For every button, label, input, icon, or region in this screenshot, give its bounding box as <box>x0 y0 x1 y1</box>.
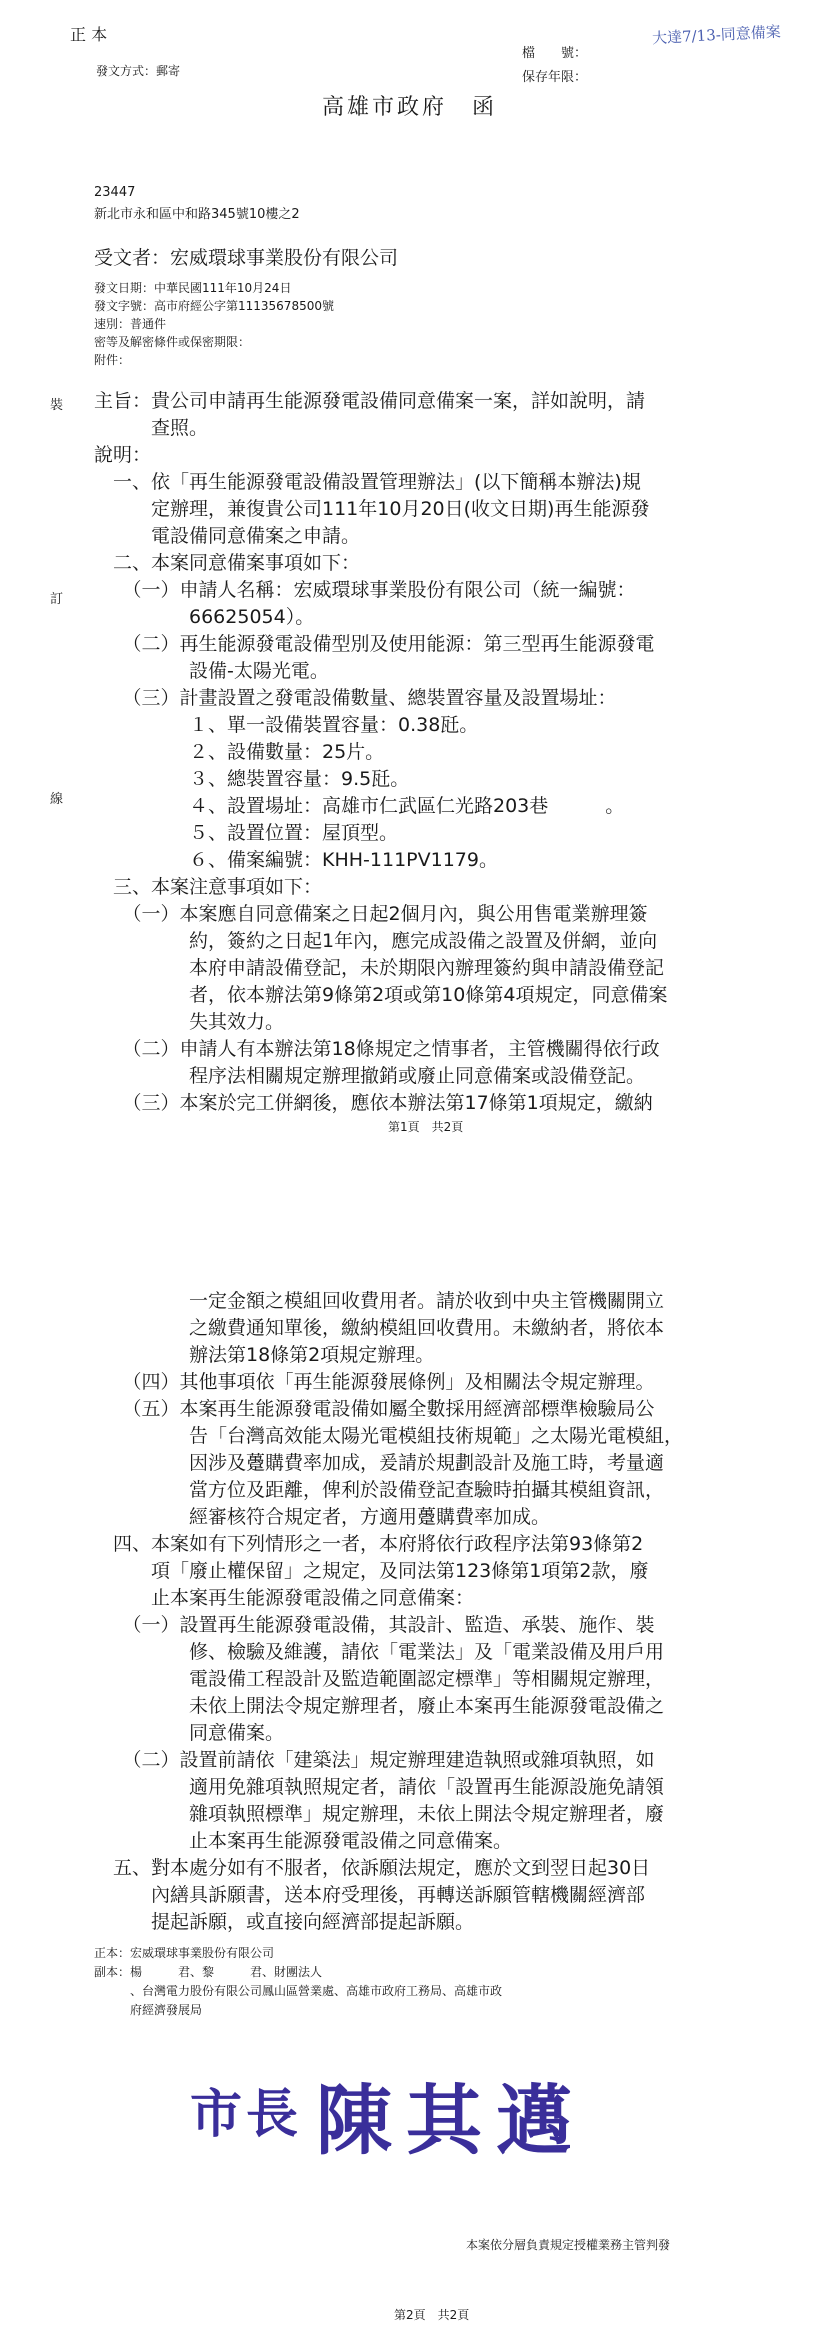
postal-code: 23447 <box>94 185 136 200</box>
copy-recipients-2: 、台灣電力股份有限公司鳳山區營業處、高雄市政府工務局、高雄市政 <box>94 1984 503 1998</box>
copy-recipients-3: 府經濟發展局 <box>94 2003 203 2017</box>
body-line: ３、總裝置容量：9.5瓩。 <box>94 768 410 790</box>
handwritten-note: 大達7/13-同意備案 <box>651 22 782 48</box>
issue-date: 發文日期：中華民國111年10月24日 <box>94 281 292 295</box>
body-line: 66625054）。 <box>94 606 315 628</box>
body-line: 經審核符合規定者，方適用躉購費率加成。 <box>94 1506 551 1528</box>
body-line: ５、設置位置：屋頂型。 <box>94 822 399 844</box>
body-line: 五、對本處分如有不服者，依訴願法規定，應於文到翌日起30日 <box>94 1857 651 1879</box>
body-line: 雜項執照標準」規定辦理，未依上開法令規定辦理者，廢 <box>94 1803 665 1825</box>
page2-body <box>94 1288 683 1936</box>
body-line: 告「台灣高效能太陽光電模組技術規範」之太陽光電模組， <box>94 1425 684 1447</box>
body-line: 說明： <box>94 444 152 466</box>
retention-label: 保存年限： <box>522 70 588 85</box>
body-line: 因涉及躉購費率加成，爰請於規劃設計及施工時，考量適 <box>94 1452 665 1474</box>
body-line: 提起訴願，或直接向經濟部提起訴願。 <box>94 1911 475 1933</box>
copy-recipients-1: 副本：楊 君、黎 君、財團法人 <box>94 1965 323 1979</box>
body-line: （四）其他事項依「再生能源發展條例」及相關法令規定辦理。 <box>94 1371 655 1393</box>
body-line: （三）計畫設置之發電設備數量、總裝置容量及設置場址： <box>94 687 617 709</box>
body-line: 止本案再生能源發電設備之同意備案： <box>94 1587 475 1609</box>
body-line: 約，簽約之日起1年內，應完成設備之設置及併網，並向 <box>94 930 658 952</box>
secrecy: 密等及解密條件或保密期限： <box>94 335 251 349</box>
page1-body <box>94 388 667 1117</box>
body-line: 未依上開法令規定辦理者，廢止本案再生能源發電設備之 <box>94 1695 665 1717</box>
body-line: 一、依「再生能源發電設備設置管理辦法」(以下簡稱本辦法)規 <box>94 471 641 493</box>
body-line: 者，依本辦法第9條第2項或第10條第4項規定，同意備案 <box>94 984 668 1006</box>
body-line: ６、備案編號：KHH-111PV1179。 <box>94 849 498 871</box>
body-line: 內繕具訴願書，送本府受理後，再轉送訴願管轄機關經濟部 <box>94 1884 646 1906</box>
page2-footer: 第2頁 共2頁 <box>394 2308 470 2322</box>
original-recipient: 正本：宏威環球事業股份有限公司 <box>94 1946 275 1960</box>
body-line: （一）申請人名稱：宏威環球事業股份有限公司（統一編號： <box>94 579 636 601</box>
body-line: 項「廢止權保留」之規定，及同法第123條第1項第2款，廢 <box>94 1560 649 1582</box>
mayor-signature: 陳其邁 <box>316 2076 586 2165</box>
binding-mark-xian: 線 <box>50 792 64 807</box>
body-line: 同意備案。 <box>94 1722 285 1744</box>
body-line: 查照。 <box>94 417 209 439</box>
body-line: 三、本案注意事項如下： <box>94 876 323 898</box>
body-line: 適用免雜項執照規定者，請依「設置再生能源設施免請領 <box>94 1776 665 1798</box>
body-line: （二）再生能源發電設備型別及使用能源：第三型再生能源發電 <box>94 633 655 655</box>
body-line: （五）本案再生能源發電設備如屬全數採用經濟部標準檢驗局公 <box>94 1398 655 1420</box>
body-line: 本府申請設備登記，未於期限內辦理簽約與申請設備登記 <box>94 957 665 979</box>
body-line: 失其效力。 <box>94 1011 285 1033</box>
body-line: 主旨：貴公司申請再生能源發電設備同意備案一案，詳如說明，請 <box>94 390 646 412</box>
body-line: １、單一設備裝置容量：0.38瓩。 <box>94 714 479 736</box>
recipient-address: 新北市永和區中和路345號10樓之2 <box>94 207 300 222</box>
body-line: （一）本案應自同意備案之日起2個月內，與公用售電業辦理簽 <box>94 903 648 925</box>
body-line: 修、檢驗及維護，請依「電業法」及「電業設備及用戶用 <box>94 1641 665 1663</box>
body-line: （三）本案於完工併網後，應依本辦法第17條第1項規定，繳納 <box>94 1092 653 1114</box>
recipient: 受文者：宏威環球事業股份有限公司 <box>94 247 399 269</box>
body-line: 設備-太陽光電。 <box>94 660 329 682</box>
file-no-label: 檔 號： <box>522 46 588 61</box>
body-line: 程序法相關規定辦理撤銷或廢止同意備案或設備登記。 <box>94 1065 646 1087</box>
body-line: 當方位及距離，俾利於設備登記查驗時拍攝其模組資訊， <box>94 1479 665 1501</box>
body-line: （二）申請人有本辦法第18條規定之情事者，主管機關得依行政 <box>94 1038 660 1060</box>
attachment: 附件： <box>94 353 131 367</box>
body-line: 辦法第18條第2項規定辦理。 <box>94 1344 435 1366</box>
body-line: （一）設置再生能源發電設備，其設計、監造、承裝、施作、裝 <box>94 1614 655 1636</box>
original-label: 正 本 <box>70 25 108 44</box>
doc-number: 發文字號：高市府經公字第11135678500號 <box>94 299 334 313</box>
body-line: ２、設備數量：25片。 <box>94 741 385 763</box>
document-title: 高雄市政府 函 <box>322 95 498 120</box>
body-line: 一定金額之模組回收費用者。請於收到中央主管機關開立 <box>94 1290 665 1312</box>
binding-mark-zhuang: 裝 <box>50 398 64 413</box>
body-line: （二）設置前請依「建築法」規定辦理建造執照或雜項執照，如 <box>94 1749 655 1771</box>
speed-class: 速別：普通件 <box>94 317 167 331</box>
send-method: 發文方式：郵寄 <box>96 64 181 78</box>
body-line: 之繳費通知單後，繳納模組回收費用。未繳納者，將依本 <box>94 1317 665 1339</box>
body-line: 電設備同意備案之申請。 <box>94 525 361 547</box>
body-line: 四、本案如有下列情形之一者，本府將依行政程序法第93條第2 <box>94 1533 644 1555</box>
body-line: 電設備工程設計及監造範圍認定標準」等相關規定辦理， <box>94 1668 665 1690</box>
body-line: 止本案再生能源發電設備之同意備案。 <box>94 1830 513 1852</box>
binding-mark-ding: 訂 <box>50 592 64 607</box>
mayor-title-stamp: 市長 <box>190 2084 303 2145</box>
body-line: ４、設置場址：高雄市仁武區仁光路203巷 。 <box>94 795 625 817</box>
body-line: 二、本案同意備案事項如下： <box>94 552 361 574</box>
delegation-note: 本案依分層負責規定授權業務主管判發 <box>466 2238 671 2252</box>
page1-footer: 第1頁 共2頁 <box>388 1120 464 1134</box>
body-line: 定辦理，兼復貴公司111年10月20日(收文日期)再生能源發 <box>94 498 650 520</box>
